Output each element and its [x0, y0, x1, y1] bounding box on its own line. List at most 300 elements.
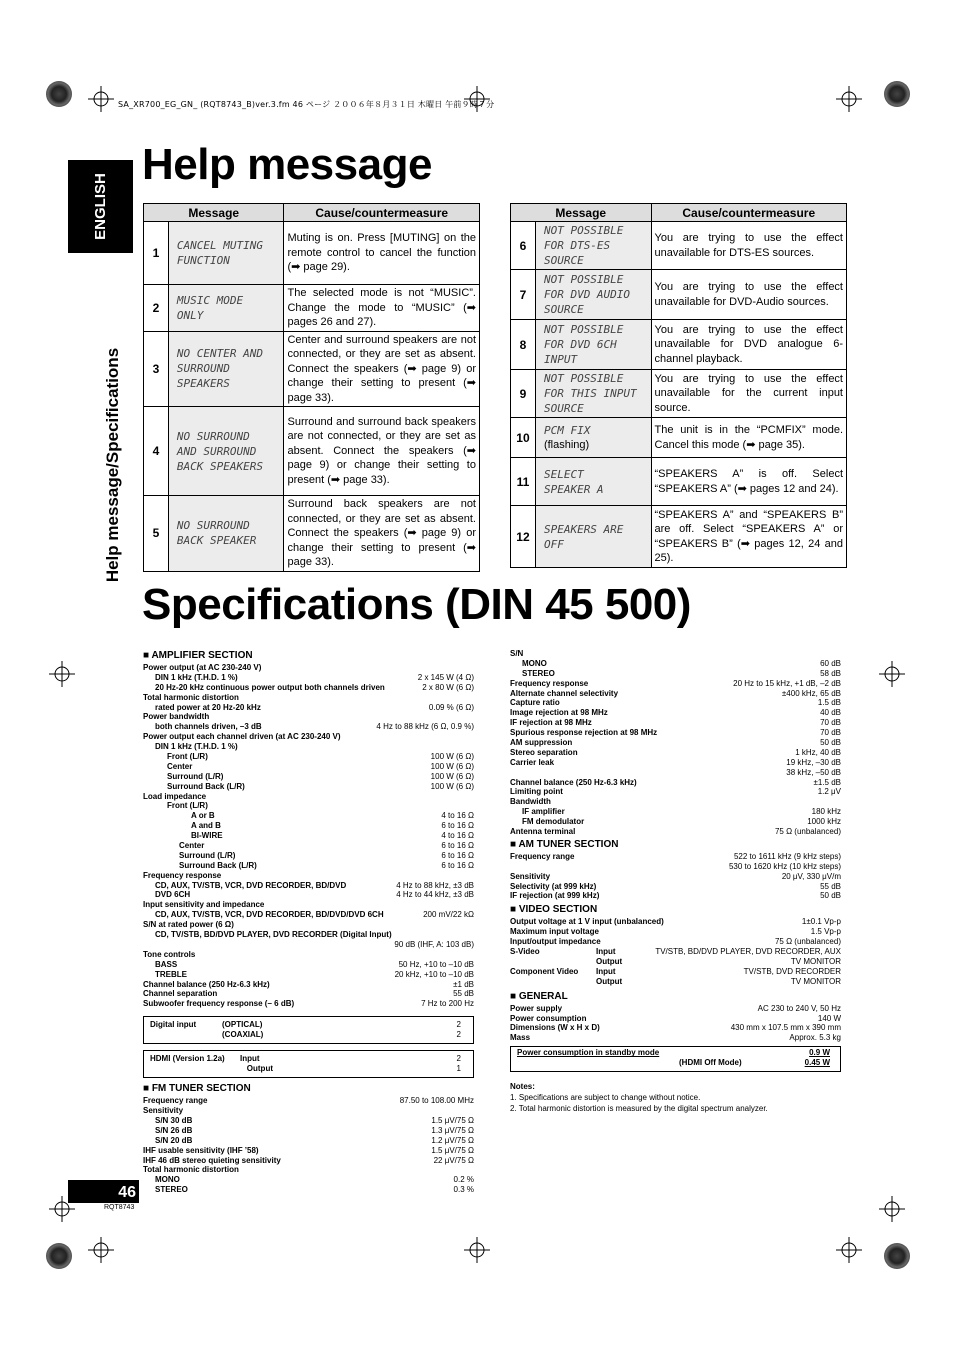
spec-value: 100 W (6 Ω) [430, 781, 474, 791]
display-message-line: FOR DVD 6CH [543, 338, 617, 351]
help-row-number: 6 [511, 222, 536, 270]
component-output-row [510, 977, 841, 987]
display-message-line: FOR THIS INPUT [543, 387, 637, 400]
display-message-line: NOT POSSIBLE [543, 323, 624, 336]
section-heading: AMPLIFIER SECTION [151, 650, 253, 661]
spec-label: IF rejection (at 999 kHz) [510, 891, 600, 901]
fm-spec-row [510, 758, 841, 768]
amplifier-spec-row [143, 792, 474, 802]
spec-label: Surround (L/R) [179, 850, 236, 860]
section-bullet-icon: ■ [510, 990, 519, 1002]
amplifier-spec-row [143, 950, 474, 960]
am-spec-row [510, 872, 841, 882]
component-label: Component Video [510, 966, 579, 976]
spec-label: Load impedance [143, 791, 207, 801]
spec-label: Input/output impedance [510, 937, 601, 947]
spec-value: 87.50 to 108.00 MHz [399, 1096, 474, 1106]
fm-spec-row [143, 1126, 474, 1136]
language-tab [68, 160, 133, 253]
note-item: 1. Specifications are subject to change without notice. [510, 1093, 701, 1103]
general-spec-row [510, 1033, 841, 1043]
spec-label: Alternate channel selectivity [510, 688, 619, 698]
spec-label: Selectivity (at 999 kHz) [510, 881, 597, 891]
spec-value: 4 Hz to 88 kHz, ±3 dB [396, 880, 474, 890]
help-row-number: 11 [511, 458, 536, 506]
spec-value: 1000 kHz [807, 817, 841, 827]
display-message-line: SPEAKER A [543, 482, 604, 496]
spec-value: 0.09 % (6 Ω) [428, 702, 474, 712]
amplifier-spec-row [143, 940, 474, 950]
crosshair-mark-icon [836, 1237, 862, 1263]
spec-value: AC 230 to 240 V, 50 Hz [757, 1003, 841, 1013]
amplifier-spec-row [143, 861, 474, 871]
spec-value: 20 Hz to 15 kHz, +1 dB, –2 dB [733, 678, 841, 688]
svideo-input-label: Input [596, 947, 616, 957]
spec-value: 0.2 % [453, 1175, 474, 1185]
spec-label: Power supply [510, 1003, 563, 1013]
fm-tuner-section [143, 1084, 474, 1096]
digital-input-label: Digital input [150, 1020, 197, 1030]
spec-value: 19 kHz, –30 dB [786, 757, 841, 767]
fm-spec-row [510, 807, 841, 817]
help-row-number: 10 [511, 418, 536, 458]
display-message-line: NO SURROUND [176, 429, 250, 443]
fm-spec-row [143, 1146, 474, 1156]
print-mark-dot [46, 81, 72, 107]
amplifier-spec-row [143, 999, 474, 1009]
spec-label: Surround Back (L/R) [167, 781, 245, 791]
fm-spec-row [510, 698, 841, 708]
spec-label: AM suppression [510, 738, 573, 748]
display-message [535, 222, 651, 270]
cause-countermeasure: “SPEAKERS A” is off. Select “SPEAKERS A” (➡ pages 12 and 24). [651, 458, 846, 506]
display-message-line: NO CENTER AND [176, 347, 263, 361]
spec-label: Frequency response [510, 678, 589, 688]
specifications-title: Specifications (DIN 45 500) [142, 580, 691, 629]
spec-value: 4 Hz to 44 kHz, ±3 dB [396, 890, 474, 900]
cause-countermeasure: Surround back speakers are not connected, or they are set as absent. Connect the speakers (➡ page 9) or change their setting to present (➡ page 33). [284, 496, 480, 572]
display-message-line: NOT POSSIBLE [543, 224, 624, 237]
general-spec-row [510, 1023, 841, 1033]
spec-label: Carrier leak [510, 757, 555, 767]
print-mark-dot [46, 1243, 72, 1269]
am-spec-row [510, 852, 841, 862]
svideo-output-label: Output [596, 956, 623, 966]
spec-value: Approx. 5.3 kg [789, 1033, 841, 1043]
component-input-label: Input [596, 966, 616, 976]
fm-spec-row [143, 1116, 474, 1126]
amplifier-spec-row [143, 752, 474, 762]
display-message-line: MUSIC MODE [176, 293, 244, 307]
help-row [511, 370, 847, 418]
component-output-label: Output [596, 976, 623, 986]
spec-label: Frequency range [143, 1096, 208, 1106]
spec-value: 6 to 16 Ω [441, 821, 474, 831]
fm-spec-row [510, 649, 841, 659]
amplifier-spec-row [143, 663, 474, 673]
spec-value: 70 dB [820, 728, 841, 738]
spec-label: STEREO [155, 1185, 188, 1195]
standby-label: Power consumption in standby mode [517, 1048, 660, 1058]
cause-countermeasure: Surround and surround back speakers are not connected, or they are set as absent. Connect the speakers (➡ page 9) or change their setting to present (➡ page 33). [284, 407, 480, 496]
general-spec-row [510, 1014, 841, 1024]
amplifier-spec-row [143, 930, 474, 940]
amplifier-spec-row [143, 693, 474, 703]
help-message-title: Help message [142, 140, 432, 189]
hdmi-input-value: 2 [456, 1054, 461, 1064]
spec-label: Channel balance (250 Hz-6.3 kHz) [510, 777, 637, 787]
spec-value: 0.3 % [453, 1185, 474, 1195]
display-message [535, 458, 651, 506]
amplifier-spec-row [143, 762, 474, 772]
spec-label: Antenna terminal [510, 827, 576, 837]
spec-label: Total harmonic distortion [143, 692, 239, 702]
svideo-output-value: TV MONITOR [790, 956, 841, 966]
display-message-line: INPUT [543, 353, 578, 366]
spec-value: 7 Hz to 200 Hz [421, 999, 474, 1009]
spec-label: A or B [191, 811, 215, 821]
display-message-line: AND SURROUND [176, 444, 257, 458]
spec-label: STEREO [522, 668, 555, 678]
help-table-right [510, 203, 847, 568]
spec-label: S/N 20 dB [155, 1135, 193, 1145]
am-tuner-section [510, 840, 841, 852]
column-header-message: Message [144, 204, 284, 222]
fm-spec-row [510, 827, 841, 837]
column-header-cause: Cause/countermeasure [651, 204, 846, 222]
amplifier-spec-row [143, 722, 474, 732]
spec-value: 2 x 145 W (4 Ω) [417, 672, 474, 682]
video-spec-row [510, 917, 841, 927]
print-header: SA_XR700_EG_GN_ (RQT8743_B)ver.3.fm 46 ページ ２００６年８月３１日 木曜日 午前９時７分 [118, 100, 495, 109]
spec-value: ±400 kHz, 65 dB [781, 688, 841, 698]
amplifier-spec-row [143, 673, 474, 683]
spec-label: rated power at 20 Hz-20 kHz [155, 702, 261, 712]
spec-label: IHF 46 dB stereo quieting sensitivity [143, 1155, 281, 1165]
spec-label: Surround (L/R) [167, 771, 224, 781]
spec-value: 1.2 μV [817, 787, 841, 797]
fm-spec-row [143, 1185, 474, 1195]
spec-value: 1.5 dB [817, 698, 841, 708]
display-message-line: BACK SPEAKER [176, 534, 257, 548]
spec-value: 6 to 16 Ω [441, 850, 474, 860]
amplifier-spec-row [143, 782, 474, 792]
video-spec-row [510, 937, 841, 947]
cause-countermeasure: You are trying to use the effect unavailable for the current input source. [651, 370, 846, 418]
video-section [510, 905, 841, 917]
help-row [144, 285, 480, 332]
display-message-line: SPEAKERS [176, 377, 230, 391]
fm-spec-row [510, 728, 841, 738]
display-message-line: SOURCE [543, 303, 584, 316]
section-bullet-icon: ■ [143, 650, 152, 661]
cause-countermeasure: You are trying to use the effect unavailable for DVD analogue 6-channel playback. [651, 320, 846, 370]
help-row-number: 7 [511, 270, 536, 320]
spec-value: 55 dB [453, 989, 474, 999]
fm-spec-row [510, 748, 841, 758]
display-message-line: FOR DVD AUDIO [543, 288, 631, 301]
crosshair-mark-icon [879, 1196, 905, 1222]
spec-value: 70 dB [820, 718, 841, 728]
component-input-row [510, 967, 841, 977]
crosshair-mark-icon [88, 1237, 114, 1263]
spec-label: IF amplifier [522, 807, 565, 817]
amplifier-spec-row [143, 851, 474, 861]
notes [510, 1081, 841, 1114]
spec-value: 200 mV/22 kΩ [423, 910, 474, 920]
help-table-left [143, 203, 480, 572]
spec-label: Power output each channel driven (at AC 230-240 V) [143, 732, 341, 742]
display-message [168, 222, 284, 285]
fm-spec-row [510, 787, 841, 797]
display-message [168, 496, 284, 572]
spec-label: 20 Hz-20 kHz continuous power output both channels driven [155, 682, 385, 692]
general-spec-row [510, 1004, 841, 1014]
fm-spec-row [510, 718, 841, 728]
crosshair-mark-icon [88, 86, 114, 112]
print-mark-dot [884, 81, 910, 107]
amplifier-spec-row [143, 910, 474, 920]
spec-value: 40 dB [820, 708, 841, 718]
cause-countermeasure: Center and surround speakers are not connected, or they are set as absent. Connect the speakers (➡ page 9) or change their setting to present (➡ page 33). [284, 331, 480, 407]
fm-spec-row [510, 708, 841, 718]
spec-value: 50 dB [820, 738, 841, 748]
amplifier-spec-row [143, 970, 474, 980]
digital-input-coaxial-value: 2 [456, 1030, 461, 1040]
section-bullet-icon: ■ [510, 838, 519, 850]
standby-hdmi-mode: (HDMI Off Mode) [679, 1058, 742, 1068]
cause-countermeasure: The unit is in the “PCMFIX” mode. Cancel this mode (➡ page 35). [651, 418, 846, 458]
section-heading: FM TUNER SECTION [151, 1083, 251, 1095]
spec-value: 20 μV, 330 μV/m [781, 871, 841, 881]
spec-label: Power bandwidth [143, 712, 210, 722]
amplifier-spec-row [143, 989, 474, 999]
display-message [168, 407, 284, 496]
fm-spec-row [143, 1156, 474, 1166]
display-message-line: CANCEL MUTING [176, 239, 263, 252]
spec-value: 100 W (6 Ω) [430, 761, 474, 771]
crosshair-mark-icon [49, 661, 75, 687]
spec-label: Total harmonic distortion [143, 1165, 239, 1175]
spec-label: both channels driven, –3 dB [155, 722, 262, 732]
spec-label: Power consumption [510, 1013, 587, 1023]
help-row [511, 418, 847, 458]
display-message-line: SPEAKERS ARE [543, 522, 624, 536]
display-message-line: SELECT [543, 467, 584, 481]
section-heading: GENERAL [518, 990, 568, 1002]
display-message-line: FUNCTION [176, 254, 230, 267]
section-bullet-icon: ■ [143, 1083, 152, 1095]
spec-value: 1.2 μV/75 Ω [431, 1135, 474, 1145]
fm-spec-row [143, 1136, 474, 1146]
general-section [510, 992, 841, 1004]
amplifier-spec-row [143, 920, 474, 930]
spec-label: Channel separation [143, 989, 218, 999]
spec-value: 6 to 16 Ω [441, 841, 474, 851]
spec-label: Output voltage at 1 V input (unbalanced) [510, 917, 664, 927]
spec-label: Subwoofer frequency response (– 6 dB) [143, 999, 295, 1009]
amplifier-spec-row [143, 683, 474, 693]
display-message-line: FOR DTS-ES [543, 239, 611, 252]
spec-value: 4 to 16 Ω [441, 811, 474, 821]
digital-input-box [143, 1016, 474, 1044]
document-code: RQT8743 [104, 1204, 135, 1211]
spec-label: MONO [522, 658, 547, 668]
help-row [144, 496, 480, 572]
video-spec-row [510, 927, 841, 937]
side-section-title: Help message/Specifications [103, 347, 122, 583]
am-spec-row [510, 891, 841, 901]
amplifier-spec-row [143, 900, 474, 910]
amplifier-spec-row [143, 801, 474, 811]
display-message [535, 418, 651, 458]
display-message-line: NO SURROUND [176, 519, 250, 533]
spec-label: CD, TV/STB, BD/DVD PLAYER, DVD RECORDER (Digital Input) [155, 930, 392, 940]
help-row [144, 407, 480, 496]
svideo-input-row [510, 947, 841, 957]
spec-value: 430 mm x 107.5 mm x 390 mm [730, 1023, 841, 1033]
spec-label: Bandwidth [510, 797, 551, 807]
spec-value: 50 dB [820, 891, 841, 901]
amplifier-spec-row [143, 712, 474, 722]
fm-spec-row [143, 1096, 474, 1106]
print-mark-dot [884, 1243, 910, 1269]
display-message [168, 331, 284, 407]
display-message [535, 270, 651, 320]
spec-value: 1.5 Vp-p [810, 927, 841, 937]
spec-label: FM demodulator [522, 817, 585, 827]
fm-spec-row [510, 778, 841, 788]
spec-column-right [510, 649, 841, 1114]
spec-value: 530 to 1620 kHz (10 kHz steps) [728, 861, 841, 871]
help-row-number: 9 [511, 370, 536, 418]
help-row-number: 5 [144, 496, 169, 572]
help-row-number: 4 [144, 407, 169, 496]
cause-countermeasure: “SPEAKERS A” and “SPEAKERS B” are off. Select “SPEAKERS A” or “SPEAKERS B” (➡ pages 12, 24 and 25). [651, 506, 846, 568]
language-tab-label: ENGLISH [92, 173, 109, 240]
spec-label: Frequency response [143, 870, 222, 880]
digital-input-coaxial: (COAXIAL) [222, 1030, 264, 1040]
amplifier-spec-row [143, 703, 474, 713]
spec-label: Input sensitivity and impedance [143, 900, 265, 910]
spec-column-left [143, 649, 474, 1195]
crosshair-mark-icon [879, 661, 905, 687]
crosshair-mark-icon [464, 1237, 490, 1263]
fm-spec-row [143, 1175, 474, 1185]
spec-label: IHF usable sensitivity (IHF ’58) [143, 1145, 259, 1155]
fm-spec-row [510, 679, 841, 689]
spec-value: 60 dB [820, 658, 841, 668]
fm-spec-row [510, 768, 841, 778]
help-row-number: 1 [144, 222, 169, 285]
spec-label: TREBLE [155, 969, 187, 979]
note-item: 2. Total harmonic distortion is measured by the digital spectrum analyzer. [510, 1104, 768, 1114]
spec-label: Sensitivity [143, 1106, 184, 1116]
spec-value: ±1 dB [453, 979, 474, 989]
hdmi-output: Output [246, 1064, 273, 1074]
help-row-number: 12 [511, 506, 536, 568]
page-number: 46 [68, 1180, 139, 1203]
spec-label: Mass [510, 1033, 531, 1043]
section-bullet-icon: ■ [510, 904, 519, 916]
spec-label: Capture ratio [510, 698, 560, 708]
standby-power-box [510, 1046, 841, 1072]
spec-value: 6 to 16 Ω [441, 860, 474, 870]
spec-value: 55 dB [820, 881, 841, 891]
spec-value: 1.5 μV/75 Ω [431, 1145, 474, 1155]
spec-label: A and B [191, 821, 221, 831]
amplifier-spec-row [143, 871, 474, 881]
notes-heading: Notes: [510, 1082, 535, 1092]
amplifier-spec-row [143, 732, 474, 742]
spec-label: DIN 1 kHz (T.H.D. 1 %) [155, 672, 238, 682]
am-spec-row [510, 862, 841, 872]
amplifier-spec-row [143, 841, 474, 851]
spec-label: Spurious response rejection at 98 MHz [510, 728, 658, 738]
cause-countermeasure: Muting is on. Press [MUTING] on the remote control to cancel the function (➡ page 29). [284, 222, 480, 285]
help-row [511, 506, 847, 568]
spec-label: Limiting point [510, 787, 563, 797]
amplifier-spec-row [143, 960, 474, 970]
spec-label: Tone controls [143, 949, 196, 959]
display-message-line: BACK SPEAKERS [176, 459, 263, 473]
display-message-line: ONLY [176, 308, 204, 322]
fm-spec-row [510, 689, 841, 699]
hdmi-box [143, 1050, 474, 1078]
section-heading: AM TUNER SECTION [518, 838, 619, 850]
amplifier-section [143, 651, 474, 663]
help-row [511, 270, 847, 320]
display-message-line: NOT POSSIBLE [543, 273, 624, 286]
spec-label: Center [167, 761, 193, 771]
column-header-cause: Cause/countermeasure [284, 204, 480, 222]
help-row [511, 222, 847, 270]
standby-value: 0.9 W [809, 1048, 830, 1058]
spec-label: S/N 30 dB [155, 1115, 193, 1125]
component-input-value: TV/STB, DVD RECORDER [743, 966, 841, 976]
help-row [144, 331, 480, 407]
display-message-line: OFF [543, 537, 564, 551]
amplifier-spec-row [143, 742, 474, 752]
spec-label: Stereo separation [510, 747, 578, 757]
amplifier-spec-row [143, 980, 474, 990]
spec-value: 522 to 1611 kHz (9 kHz steps) [733, 851, 841, 861]
spec-value: 1 kHz, 40 dB [795, 747, 841, 757]
spec-value: 140 W [817, 1013, 841, 1023]
spec-value: 100 W (6 Ω) [430, 752, 474, 762]
spec-value: 75 Ω (unbalanced) [774, 827, 841, 837]
spec-label: IF rejection at 98 MHz [510, 718, 592, 728]
display-message-line: SURROUND [176, 362, 230, 376]
spec-label: DVD 6CH [155, 890, 191, 900]
fm-spec-row [510, 797, 841, 807]
cause-countermeasure: You are trying to use the effect unavailable for DTS-ES sources. [651, 222, 846, 270]
spec-value: 2 x 80 W (6 Ω) [422, 682, 474, 692]
spec-label: Channel balance (250 Hz-6.3 kHz) [143, 979, 270, 989]
spec-value: 4 to 16 Ω [441, 831, 474, 841]
standby-hdmi-value: 0.45 W [804, 1058, 830, 1068]
fm-spec-row [143, 1106, 474, 1116]
spec-value: 4 Hz to 88 kHz (6 Ω, 0.9 %) [376, 722, 474, 732]
spec-value: 58 dB [820, 668, 841, 678]
help-row-number: 8 [511, 320, 536, 370]
cause-countermeasure: You are trying to use the effect unavailable for DVD-Audio sources. [651, 270, 846, 320]
amplifier-spec-row [143, 811, 474, 821]
amplifier-spec-row [143, 821, 474, 831]
spec-value: 90 dB (IHF, A: 103 dB) [394, 939, 474, 949]
spec-label: Front (L/R) [167, 752, 208, 762]
spec-value: 38 kHz, –50 dB [786, 767, 841, 777]
